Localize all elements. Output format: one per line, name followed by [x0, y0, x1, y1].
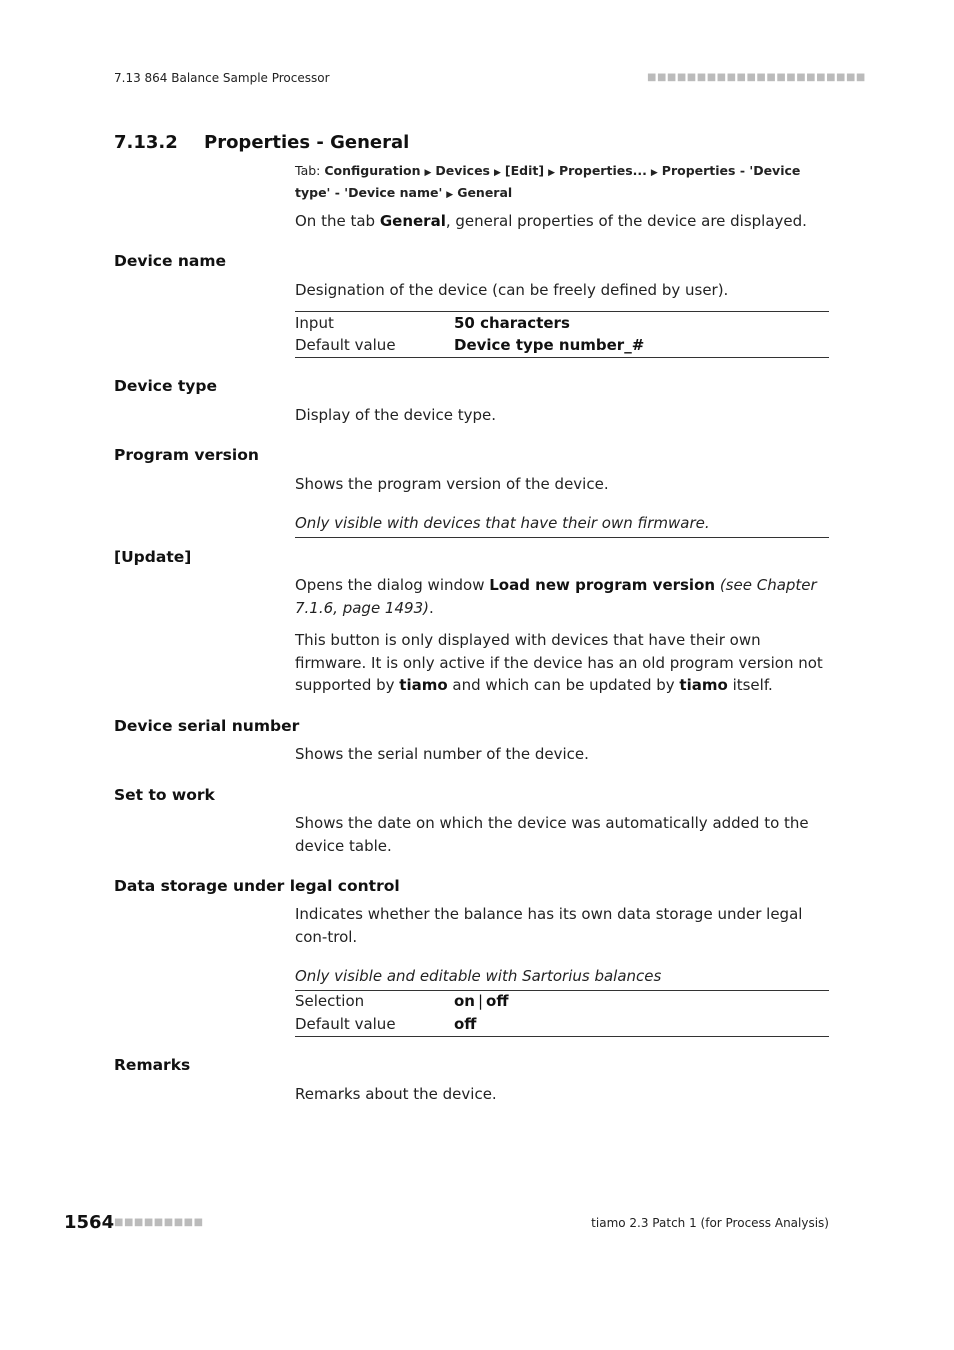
- table-row: Default value Device type number_#: [295, 336, 645, 354]
- serial-description: Shows the serial number of the device.: [295, 745, 589, 763]
- note-rule: [295, 537, 829, 538]
- page-number: 1564: [64, 1212, 115, 1233]
- arrow-icon: ▶: [493, 168, 501, 178]
- term-remarks: Remarks: [114, 1056, 191, 1074]
- arrow-icon: ▶: [446, 190, 454, 200]
- term-update: [Update]: [114, 548, 192, 566]
- arrow-icon: ▶: [548, 168, 555, 178]
- running-header: 7.13 864 Balance Sample Processor: [114, 71, 330, 85]
- table-rule: [295, 357, 829, 358]
- intro-paragraph: On the tab General, general properties of the device are displayed.: [295, 212, 807, 230]
- chapter-reference[interactable]: (see Chapter 7.1.6, page 1493): [295, 576, 817, 617]
- legal-note: Only visible and editable with Sartorius balances: [295, 967, 662, 985]
- table-row: Selection on | off: [295, 992, 509, 1010]
- table-rule: [295, 1036, 829, 1037]
- section-number: 7.13.2: [114, 132, 178, 153]
- product-footer: tiamo 2.3 Patch 1 (for Process Analysis): [591, 1216, 829, 1230]
- program-version-description: Shows the program version of the device.: [295, 475, 609, 493]
- legal-description: Indicates whether the balance has its own data storage under legal con-trol.: [295, 905, 803, 946]
- breadcrumb-item: Devices: [435, 163, 490, 178]
- breadcrumb-item: Configuration: [324, 163, 421, 178]
- set-to-work-description: Shows the date on which the device was automatically added to the device table.: [295, 814, 809, 855]
- breadcrumb-item: General: [457, 185, 513, 200]
- term-program-version: Program version: [114, 446, 259, 464]
- footer-decoration: ■■■■■■■■■: [114, 1217, 204, 1228]
- term-device-serial-number: Device serial number: [114, 717, 300, 735]
- term-set-to-work: Set to work: [114, 786, 215, 804]
- device-type-description: Display of the device type.: [295, 406, 496, 424]
- breadcrumb: [295, 161, 829, 205]
- breadcrumb-item: Properties - 'Device type' - 'Device name': [295, 163, 801, 200]
- breadcrumb-item: [Edit]: [504, 163, 545, 178]
- arrow-icon: ▶: [424, 168, 432, 178]
- term-device-type: Device type: [114, 377, 218, 395]
- breadcrumb-prefix: Tab:: [295, 163, 325, 178]
- remarks-description: Remarks about the device.: [295, 1085, 497, 1103]
- header-decoration: ■■■■■■■■■■■■■■■■■■■■■■: [647, 72, 866, 83]
- program-version-note: Only visible with devices that have their own firmware.: [295, 514, 710, 532]
- term-device-name: Device name: [114, 252, 227, 270]
- update-paragraph-1: Opens the dialog window Load new program version (see Chapter 7.1.6, page 1493).: [295, 576, 817, 617]
- arrow-icon: ▶: [650, 168, 658, 178]
- device-name-description: Designation of the device (can be freely defined by user).: [295, 281, 729, 299]
- term-data-storage-legal: Data storage under legal control: [114, 877, 400, 895]
- table-row: Input 50 characters: [295, 314, 570, 332]
- section-title: Properties - General: [204, 132, 410, 153]
- update-paragraph-2: This button is only displayed with devices that have their own firmware. It is only active if the device has an old program version not supported by tiamo and which can be updated by tiamo itself.: [295, 631, 823, 694]
- table-row: Default value off: [295, 1015, 477, 1033]
- breadcrumb-item: Properties...: [558, 163, 647, 178]
